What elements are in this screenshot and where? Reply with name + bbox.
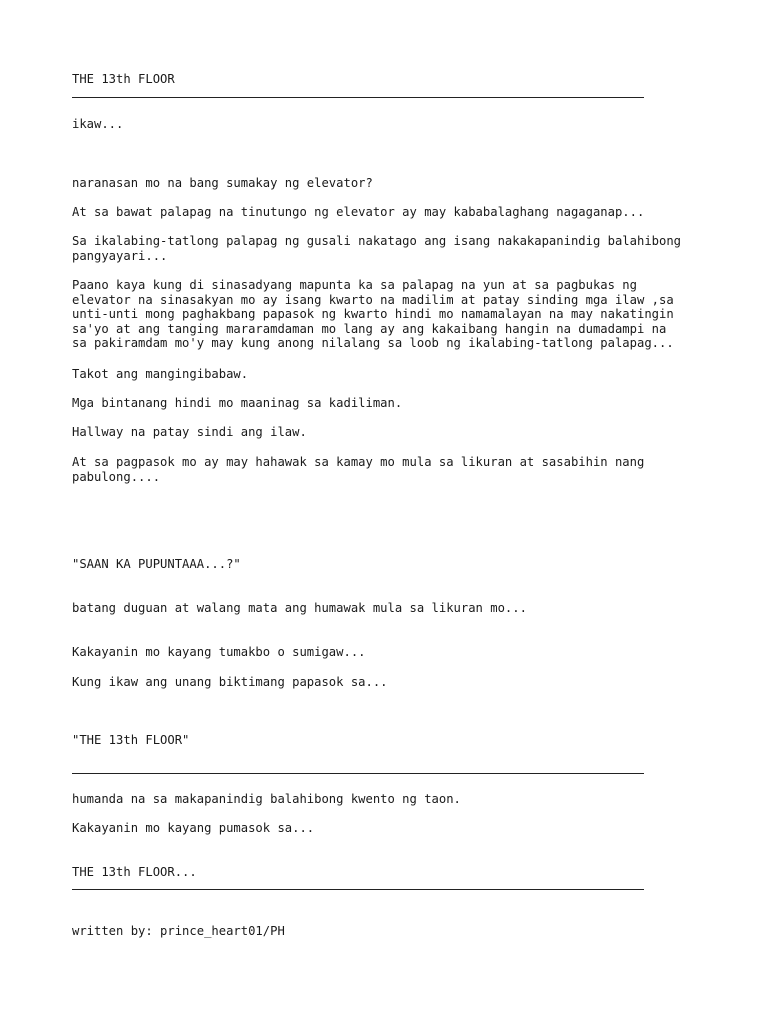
quote-where-are-you-going: "SAAN KA PUPUNTAAA...?" [72, 557, 241, 571]
paragraph-whisper: At sa pagpasok mo ay may hahawak sa kamay mo mula sa likuran at sasabihin nang pabulong.... [72, 455, 645, 484]
paragraph-every-floor: At sa bawat palapag na tinutungo ng elevator ay may kababalaghang nagaganap... [72, 205, 645, 219]
closing-title: THE 13th FLOOR... [72, 865, 197, 879]
paragraph-first-victim: Kung ikaw ang unang biktimang papasok sa... [72, 675, 388, 689]
paragraph-fear: Takot ang mangingibabaw. [72, 367, 249, 381]
paragraph-hallway: Hallway na patay sindi ang ilaw. [72, 425, 307, 439]
closing-divider [72, 889, 644, 890]
paragraph-thirteenth-floor: Sa ikalabing-tatlong palapag ng gusali nakatago ang isang nakakapanindig balahibong pangyayari... [72, 234, 682, 263]
doc-title: THE 13th FLOOR [72, 72, 175, 86]
paragraph-windows: Mga bintanang hindi mo maaninag sa kadiliman. [72, 396, 403, 410]
title-divider [72, 97, 644, 98]
paragraph-get-ready: humanda na sa makapanindig balahibong kwento ng taon. [72, 792, 461, 806]
paragraph-run-or-scream: Kakayanin mo kayang tumakbo o sumigaw... [72, 645, 366, 659]
author-credit: written by: prince_heart01/PH [72, 924, 285, 938]
paragraph-dare-to-enter: Kakayanin mo kayang pumasok sa... [72, 821, 315, 835]
paragraph-elevator-question: naranasan mo na bang sumakay ng elevator? [72, 176, 373, 190]
quote-title: "THE 13th FLOOR" [72, 733, 190, 747]
paragraph-what-if: Paano kaya kung di sinasadyang mapunta ka sa palapag na yun at sa pagbukas ng elevator na sinasakyan mo ay isang kwarto na madilim at patay sinding mga ilaw ,sa unti-unti mong paghakbang papasok ng kwarto hindi mo namamalayan na may nakatingin sa'yo at ang tanging mararamdaman mo lang ay ang kakaibang hangin na dumadampi na sa pakiramdam mo'y may kung anong nilalang sa loob ng ikalabing-tatlong palapag... [72, 278, 674, 350]
paragraph-bloody-child: batang duguan at walang mata ang humawak mula sa likuran mo... [72, 601, 527, 615]
quote-divider [72, 773, 644, 774]
intro-line: ikaw... [72, 117, 124, 131]
